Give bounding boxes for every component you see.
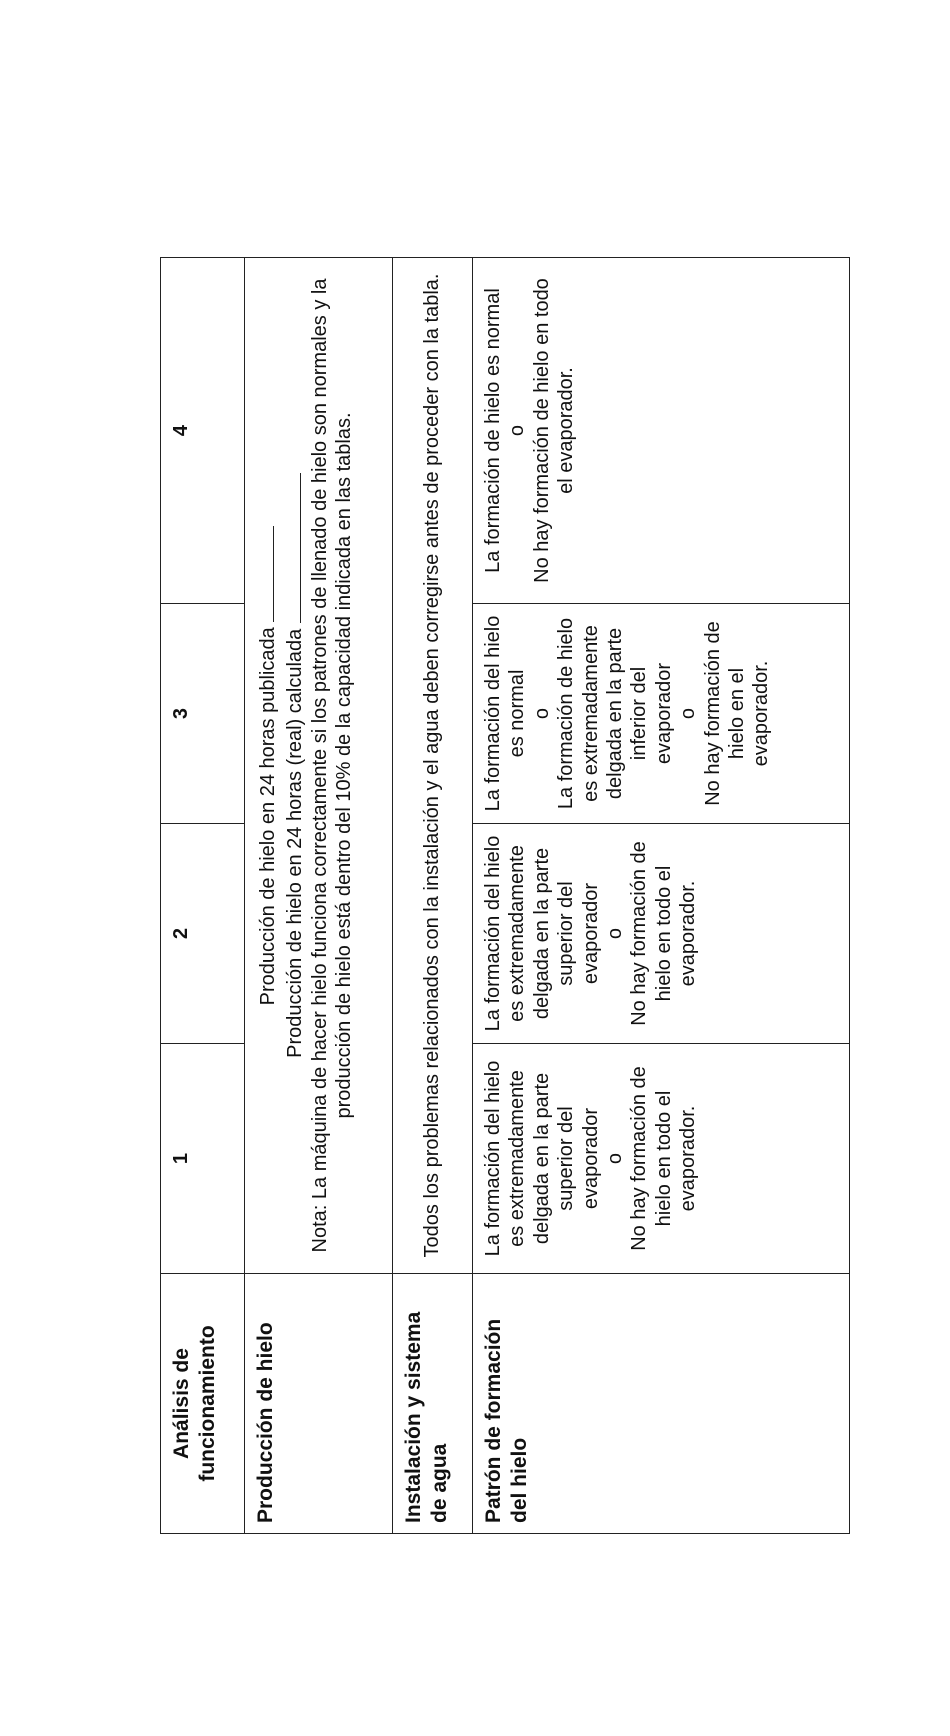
- column-header-4: [161, 258, 245, 604]
- ice-production-row: [245, 258, 393, 1534]
- pattern-4-condition-b: No hay formación de hielo en todo el evaporador.: [530, 278, 578, 583]
- column-header-3-label: 3: [170, 707, 192, 720]
- production-note: Nota: La máquina de hacer hielo funciona correctamente si los patrones de llenado de hielo son normales y la producción de hielo está dentro del 10% de la capacidad indicada en las tablas.: [308, 278, 356, 1253]
- ice-pattern-label: Patrón de formación del hielo: [482, 1318, 531, 1523]
- pattern-3-or: o: [530, 707, 553, 720]
- installation-content: [393, 258, 473, 1274]
- pattern-3-condition-c: No hay formación de hielo en el evaporador.: [701, 621, 773, 806]
- calculated-production-text: Producción de hielo en 24 horas (real) calculada: [284, 628, 307, 1058]
- installation-row: [393, 258, 473, 1534]
- pattern-1-condition-a: La formación del hielo es extremadamente delgada en la parte superior del evaporador: [482, 1060, 602, 1257]
- header-corner-label: Análisis de funcionamiento: [170, 1325, 219, 1482]
- ice-pattern-cell-4: [473, 258, 850, 604]
- pattern-1-or: o: [603, 1152, 626, 1165]
- pattern-2-or: o: [603, 927, 626, 940]
- ice-pattern-row: [473, 258, 850, 1534]
- column-header-1-label: 1: [170, 1152, 192, 1165]
- rotated-table-container: [160, 258, 850, 1534]
- calculated-production-line: [280, 268, 307, 1263]
- ice-pattern-cell-1: [473, 1044, 850, 1274]
- installation-text: Todos los problemas relacionados con la instalación y el agua deben corregirse antes de proceder con la tabla.: [421, 273, 444, 1258]
- column-header-1: [161, 1044, 245, 1274]
- column-header-2-label: 2: [170, 927, 192, 940]
- column-header-3: [161, 604, 245, 824]
- pattern-2-condition-a: La formación del hielo es extremadamente delgada en la parte superior del evaporador: [482, 835, 602, 1032]
- published-production-text: Producción de hielo en 24 horas publicada: [257, 627, 279, 1006]
- published-production-line: [253, 268, 280, 1263]
- calculated-production-blank[interactable]: [280, 473, 301, 623]
- ice-pattern-cell-3: [473, 604, 850, 824]
- ice-pattern-cell-2: [473, 824, 850, 1044]
- installation-label: Instalación y sistema de agua: [402, 1311, 451, 1523]
- header-row: [161, 258, 245, 1534]
- published-production-blank[interactable]: [253, 526, 274, 622]
- column-header-2: [161, 824, 245, 1044]
- pattern-3-or-2: o: [677, 707, 700, 720]
- pattern-4-condition-a: La formación de hielo es normal: [482, 288, 504, 573]
- installation-row-label: [393, 1274, 473, 1534]
- column-header-4-label: 4: [170, 424, 192, 437]
- ice-production-label: Producción de hielo: [254, 1322, 277, 1523]
- ice-production-row-label: [245, 1274, 393, 1534]
- ice-production-content: [245, 258, 393, 1274]
- pattern-3-condition-a: La formación del hielo es normal: [482, 615, 529, 812]
- header-corner-cell: [161, 1274, 245, 1534]
- pattern-2-condition-b: No hay formación de hielo en todo el evaporador.: [628, 841, 700, 1026]
- pattern-3-condition-b: La formación de hielo es extremadamente delgada en la parte inferior del evaporador: [555, 617, 675, 810]
- performance-analysis-table: [160, 257, 850, 1534]
- pattern-1-condition-b: No hay formación de hielo en todo el evaporador.: [628, 1066, 700, 1251]
- ice-pattern-row-label: [473, 1274, 850, 1534]
- pattern-4-or: o: [506, 424, 529, 437]
